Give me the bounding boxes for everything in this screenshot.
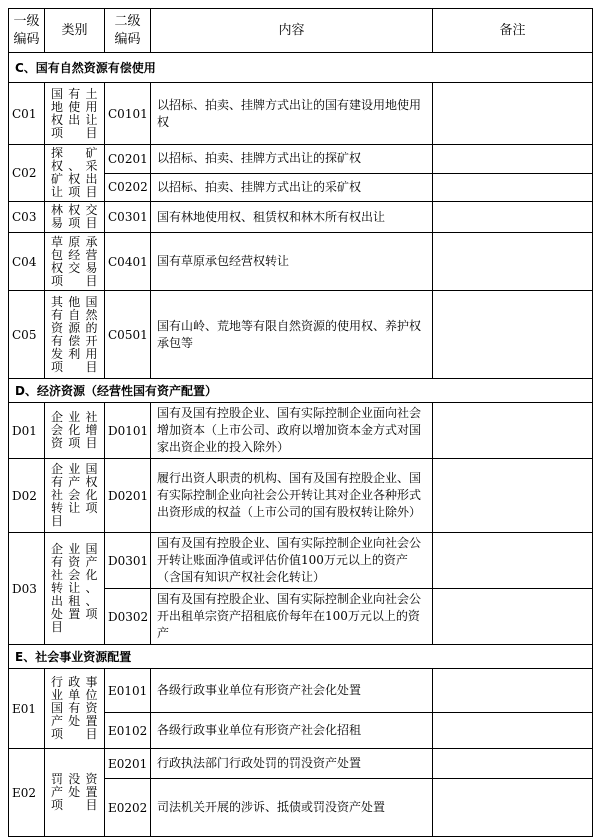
header-level1-code: 一级 编码 (9, 9, 45, 53)
content: 国有山岭、荒地等有限自然资源的使用权、养护权承包等 (151, 291, 433, 379)
level2-code: D0101 (105, 403, 151, 459)
section-title: E、社会事业资源配置 (9, 645, 593, 669)
category: 草原承包经营权交易项目 (45, 233, 105, 291)
section-title: C、国有自然资源有偿使用 (9, 53, 593, 83)
note (433, 403, 593, 459)
content: 以招标、拍卖、挂牌方式出让的探矿权 (151, 145, 433, 174)
resource-table (8, 8, 593, 837)
level1-code: C03 (9, 202, 45, 233)
note (433, 459, 593, 533)
note (433, 713, 593, 749)
content: 国有及国有控股企业、国有实际控制企业向社会公开转让账面净值或评估价值100万元以上的资产（含国有知识产权社会化转让） (151, 533, 433, 589)
level2-code: C0401 (105, 233, 151, 291)
section-row (9, 645, 593, 669)
table-row (9, 749, 593, 779)
note (433, 83, 593, 145)
note (433, 291, 593, 379)
header-category: 类别 (45, 9, 105, 53)
content: 司法机关开展的涉诉、抵债或罚没资产处置 (151, 779, 433, 837)
level2-code: C0101 (105, 83, 151, 145)
content: 国有及国有控股企业、国有实际控制企业面向社会增加资本（上市公司、政府以增加资本金方式对国家出资企业的投入除外） (151, 403, 433, 459)
table-row (9, 202, 593, 233)
table-row (9, 403, 593, 459)
note (433, 589, 593, 645)
content: 以招标、拍卖、挂牌方式出让的国有建设用地使用权 (151, 83, 433, 145)
note (433, 173, 593, 202)
table-row (9, 233, 593, 291)
level1-code: C01 (9, 83, 45, 145)
content: 以招标、拍卖、挂牌方式出让的采矿权 (151, 173, 433, 202)
note (433, 669, 593, 713)
note (433, 749, 593, 779)
content: 履行出资人职责的机构、国有及国有控股企业、国有实际控制企业向社会公开转让其对企业各种形式出资形成的权益（上市公司的国有股权转让除外） (151, 459, 433, 533)
level2-code: E0202 (105, 779, 151, 837)
note (433, 145, 593, 174)
category: 林权交易项目 (45, 202, 105, 233)
level2-code: D0301 (105, 533, 151, 589)
category: 探矿权、采矿权出让项目 (45, 145, 105, 202)
header-content: 内容 (151, 9, 433, 53)
content: 行政执法部门行政处罚的罚没资产处置 (151, 749, 433, 779)
category: 其他国有自然资源的有偿开发利用项目 (45, 291, 105, 379)
content: 各级行政事业单位有形资产社会化招租 (151, 713, 433, 749)
level1-code: E01 (9, 669, 45, 749)
table-row (9, 533, 593, 589)
level2-code: C0201 (105, 145, 151, 174)
level2-code: E0201 (105, 749, 151, 779)
level2-code: C0501 (105, 291, 151, 379)
level1-code: D02 (9, 459, 45, 533)
header-note: 备注 (433, 9, 593, 53)
content: 国有林地使用权、租赁权和林木所有权出让 (151, 202, 433, 233)
level2-code: D0201 (105, 459, 151, 533)
category: 企业国有资产社会化转让、出租、处置项目 (45, 533, 105, 645)
category: 企业社会化增资项目 (45, 403, 105, 459)
content: 各级行政事业单位有形资产社会化处置 (151, 669, 433, 713)
level1-code: C05 (9, 291, 45, 379)
level1-code: D03 (9, 533, 45, 645)
level2-code: C0202 (105, 173, 151, 202)
level2-code: E0101 (105, 669, 151, 713)
level2-code: E0102 (105, 713, 151, 749)
note (433, 533, 593, 589)
level2-code: D0302 (105, 589, 151, 645)
table-row (9, 83, 593, 145)
section-row (9, 53, 593, 83)
section-row (9, 379, 593, 403)
note (433, 202, 593, 233)
table-row (9, 459, 593, 533)
header-row (9, 9, 593, 53)
level1-code: C02 (9, 145, 45, 202)
category: 企业国有产权社会化转让项目 (45, 459, 105, 533)
level1-code: C04 (9, 233, 45, 291)
section-title: D、经济资源（经营性国有资产配置） (9, 379, 593, 403)
level1-code: E02 (9, 749, 45, 837)
table-row (9, 291, 593, 379)
note (433, 233, 593, 291)
category: 国有土地使用权出让项目 (45, 83, 105, 145)
header-level2-code: 二级 编码 (105, 9, 151, 53)
content: 国有草原承包经营权转让 (151, 233, 433, 291)
level2-code: C0301 (105, 202, 151, 233)
note (433, 779, 593, 837)
category: 行政事业单位国有资产处置项目 (45, 669, 105, 749)
level1-code: D01 (9, 403, 45, 459)
content: 国有及国有控股企业、国有实际控制企业向社会公开出租单宗资产招租底价每年在100万元以上的资产 (151, 589, 433, 645)
table-row (9, 145, 593, 174)
table-row (9, 669, 593, 713)
category: 罚没资产处置项目 (45, 749, 105, 837)
